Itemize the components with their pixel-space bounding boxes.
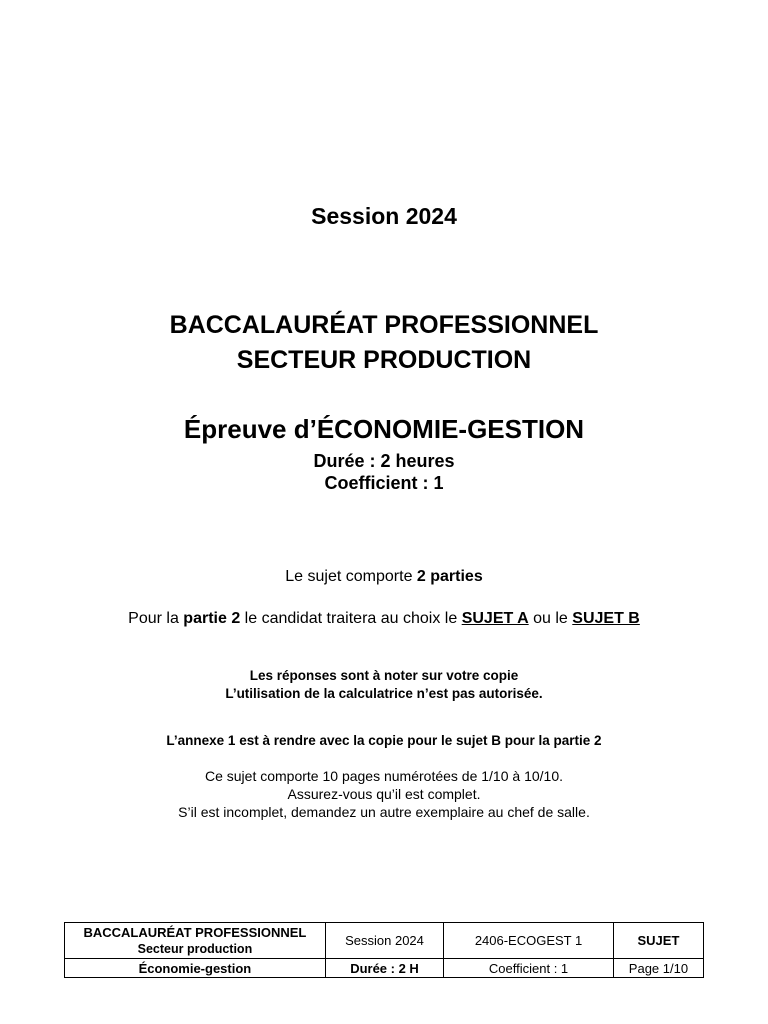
footer-sujet: SUJET (613, 923, 703, 959)
footer-code: 2406-ECOGEST 1 (444, 923, 614, 959)
answers-line: Les réponses sont à noter sur votre copie (249, 668, 519, 683)
parts-count-value: 2 parties (416, 568, 483, 585)
calculator-line: L’utilisation de la calculatrice n’est pas autorisée. (225, 686, 543, 701)
footer-page: Page 1/10 (613, 959, 703, 978)
sujet-a: SUJET A (461, 610, 529, 627)
part2-instruction: Pour la partie 2 le candidat traitera au choix le SUJET A ou le SUJET B (128, 610, 640, 627)
exam-info (0, 450, 768, 494)
footer-secteur: Secteur production (137, 941, 253, 956)
parts-count: Le sujet comporte 2 parties (285, 568, 483, 585)
answers-instructions (0, 667, 768, 703)
coefficient: Coefficient : 1 (324, 473, 444, 493)
exam-title-line1: BACCALAURÉAT PROFESSIONNEL (169, 311, 599, 339)
duration: Durée : 2 heures (313, 451, 455, 471)
footer-bac: BACCALAURÉAT PROFESSIONNEL (83, 924, 307, 940)
epreuve-title: Épreuve d’ÉCONOMIE-GESTION (183, 414, 585, 444)
session-title: Session 2024 (311, 203, 457, 229)
footer-table (64, 922, 704, 978)
pages-count-line: Ce sujet comporte 10 pages numérotées de 1/10 à 10/10. (204, 768, 563, 784)
pages-notice (0, 767, 768, 821)
check-complete-line: Assurez-vous qu’il est complet. (287, 786, 481, 802)
exam-title (0, 308, 768, 378)
footer-bac-cell (65, 923, 326, 959)
annex-instruction: L’annexe 1 est à rendre avec la copie pour le sujet B pour la partie 2 (166, 733, 602, 748)
footer-matiere: Économie-gestion (65, 959, 326, 978)
exam-title-line2: SECTEUR PRODUCTION (236, 346, 532, 374)
footer-duree: Durée : 2 H (325, 959, 443, 978)
sujet-b: SUJET B (572, 610, 640, 627)
footer-coefficient: Coefficient : 1 (444, 959, 614, 978)
footer-session: Session 2024 (325, 923, 443, 959)
incomplete-line: S’il est incomplet, demandez un autre exemplaire au chef de salle. (178, 804, 590, 820)
